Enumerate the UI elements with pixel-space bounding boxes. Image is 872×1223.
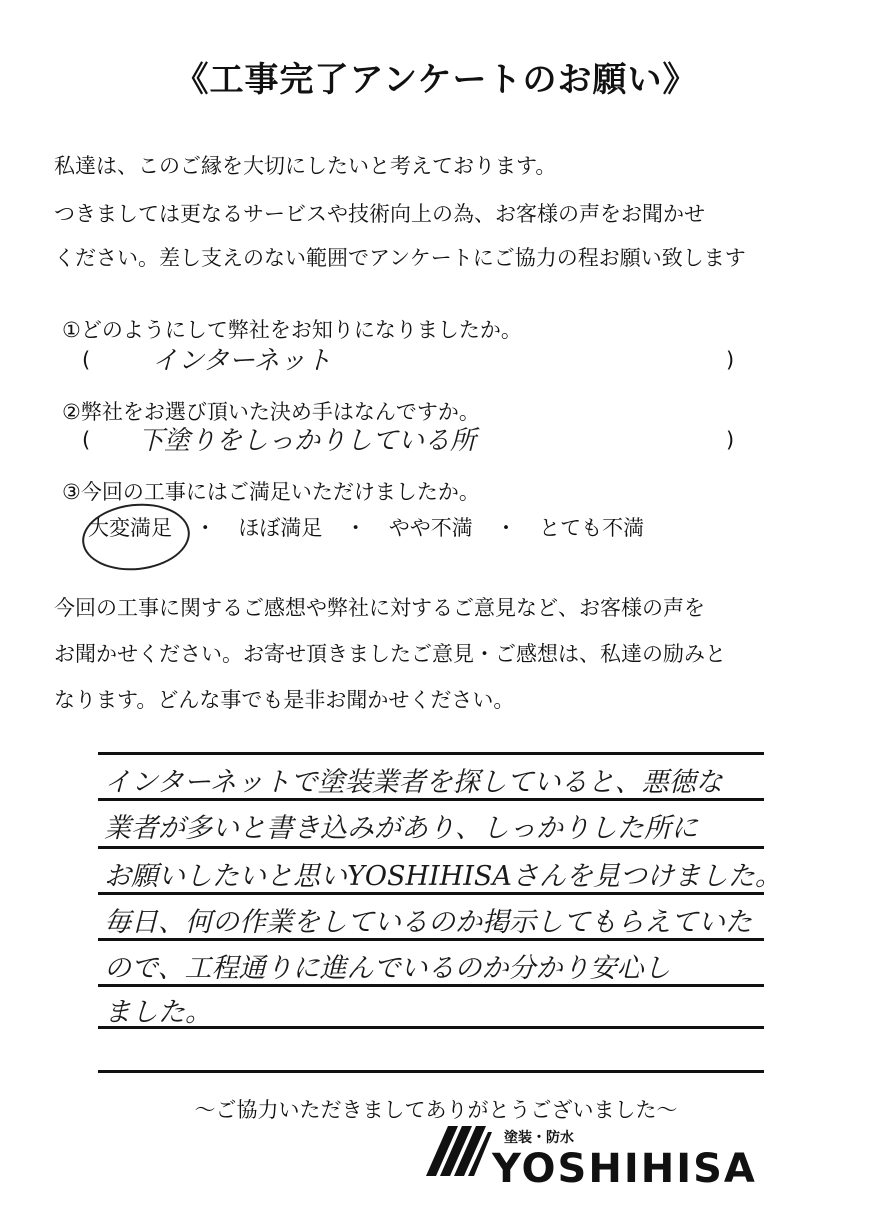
comment-prompt-line-3: なります。どんな事でも是非お聞かせください。	[54, 688, 515, 712]
comment-line-5: ので、工程通りに進んでいるのか分かり安心し	[104, 953, 671, 984]
selected-option-circle	[79, 499, 193, 576]
option-separator: ・	[495, 516, 517, 540]
question-1-answer: インターネット	[152, 346, 332, 376]
question-2-paren-close: )	[726, 428, 735, 452]
logo-tagline: 塗装・防水	[504, 1130, 574, 1146]
option-somewhat-dissatisfied[interactable]: やや不満	[388, 516, 473, 540]
intro-line-2: つきましては更なるサービスや技術向上の為、お客様の声をお聞かせ	[54, 202, 705, 226]
option-separator: ・	[345, 516, 367, 540]
closing-message: ～ご協力いただきましてありがとうございました～	[194, 1098, 678, 1122]
question-2-answer: 下塗りをしっかりしている所	[138, 426, 477, 456]
comment-rule	[98, 1070, 764, 1073]
comment-rule	[98, 846, 764, 849]
option-very-satisfied[interactable]: 大変満足	[88, 516, 172, 540]
comment-line-6: ました。	[104, 997, 212, 1028]
question-3-label: ③今回の工事にはご満足いただけましたか。	[62, 480, 480, 504]
comment-line-2: 業者が多いと書き込みがあり、しっかりした所に	[104, 813, 698, 844]
logo-name: YOSHIHISA	[492, 1146, 757, 1192]
intro-line-3: ください。差し支えのない範囲でアンケートにご協力の程お願い致します	[54, 246, 746, 270]
question-1-label: ①どのようにして弊社をお知りになりましたか。	[62, 318, 522, 342]
logo-stripes-icon	[426, 1126, 492, 1176]
page-title: 《工事完了アンケートのお願い》	[174, 60, 698, 100]
intro-line-1: 私達は、このご縁を大切にしたいと考えております。	[54, 154, 557, 178]
comment-prompt-line-1: 今回の工事に関するご感想や弊社に対するご意見など、お客様の声を	[54, 596, 705, 620]
question-1-paren-close: )	[726, 348, 735, 372]
comment-line-1: インターネットで塗装業者を探していると、悪徳な	[104, 767, 723, 798]
comment-line-4: 毎日、何の作業をしているのか掲示してもらえていた	[104, 907, 752, 938]
comment-rule	[98, 752, 764, 755]
question-2-paren-open: (	[82, 428, 91, 452]
comment-prompt-line-2: お聞かせください。お寄せ頂きましたご意見・ご感想は、私達の励みと	[54, 642, 726, 666]
option-separator: ・	[194, 516, 216, 540]
option-very-dissatisfied[interactable]: とても不満	[539, 516, 645, 540]
comment-line-3: お願いしたいと思いYOSHIHISAさんを見つけました。	[104, 861, 782, 892]
question-2-label: ②弊社をお選び頂いた決め手はなんですか。	[62, 400, 480, 424]
question-1-paren-open: (	[82, 348, 91, 372]
option-mostly-satisfied[interactable]: ほぼ満足	[238, 516, 323, 540]
